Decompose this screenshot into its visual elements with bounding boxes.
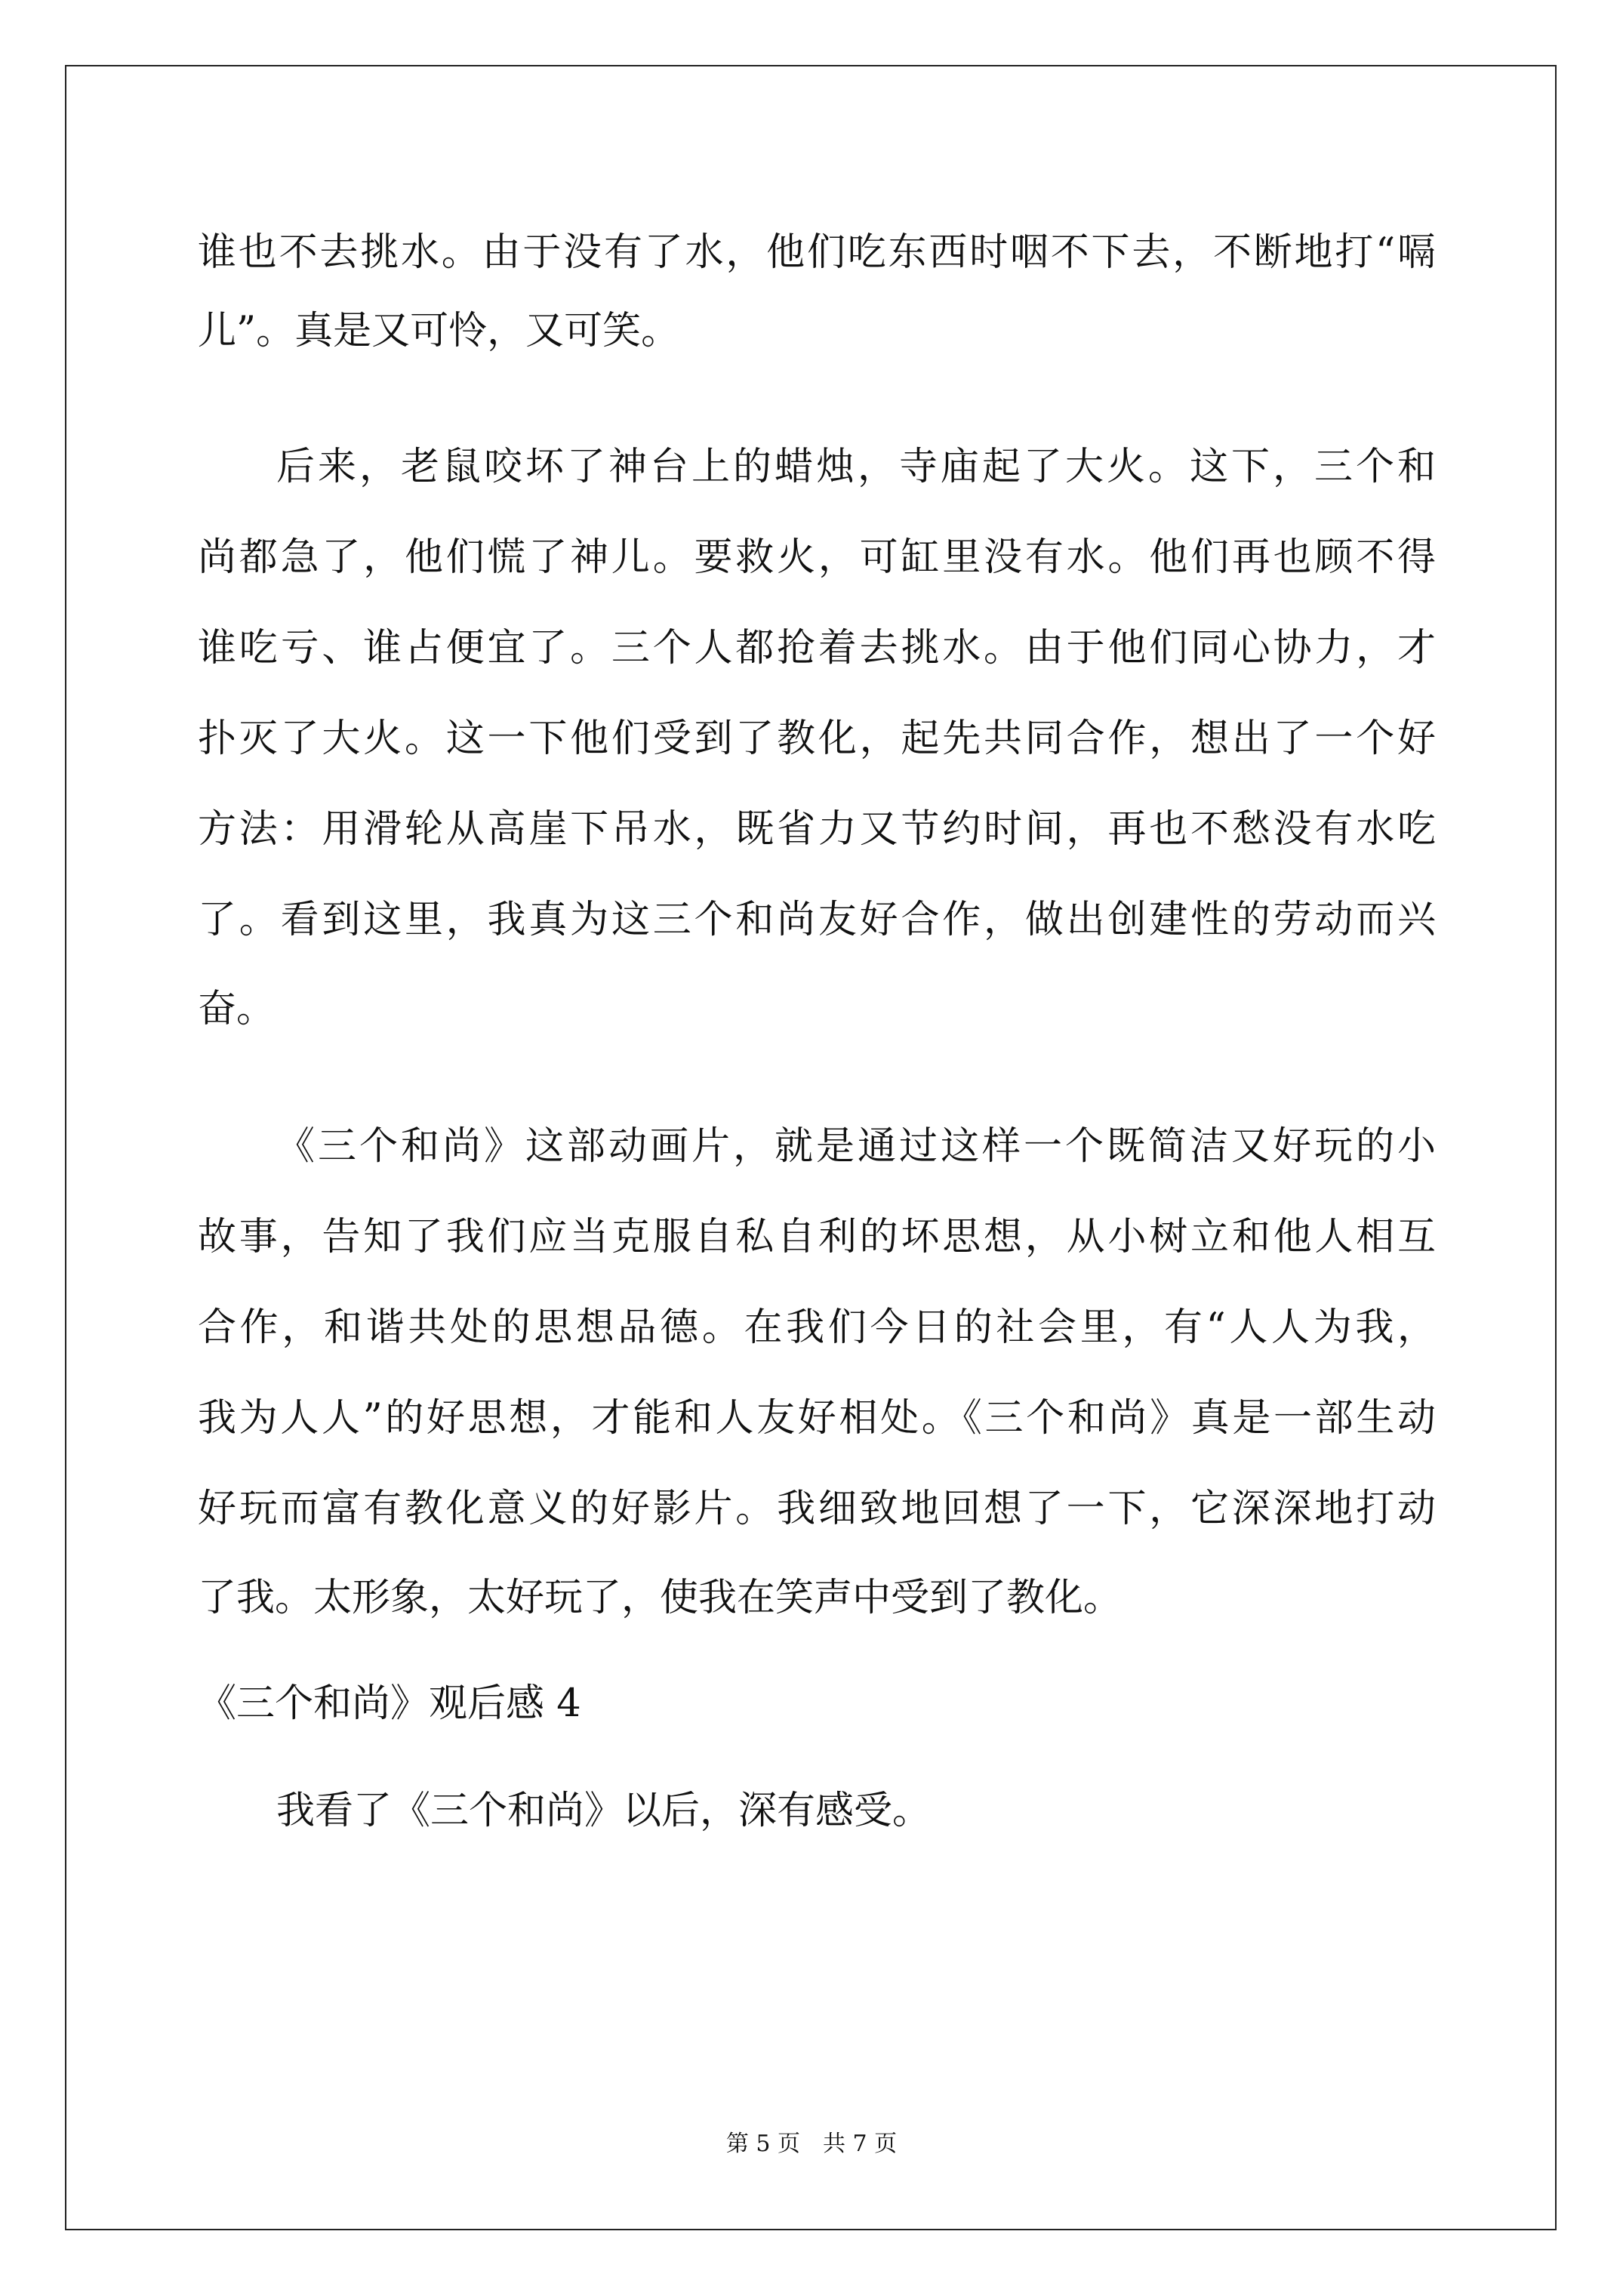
paragraph-1-line-1: 谁也不去挑水。由于没有了水，他们吃东西时咽不下去，不断地打“嗝 (198, 230, 1436, 275)
paragraph-1-line-2: 儿”。真是又可怜，又可笑。 (198, 309, 680, 353)
intro-line: 我看了《三个和尚》以后，深有感受。 (276, 1789, 932, 1833)
paragraph-3-line-1: 《三个和尚》这部动画片，就是通过这样一个既简洁又好玩的小 (276, 1124, 1436, 1169)
paragraph-3-line-3: 合作，和谐共处的思想品德。在我们今日的社会里，有“人人为我， (198, 1305, 1436, 1350)
paragraph-2-line-7: 奋。 (198, 987, 276, 1031)
paragraph-2-line-6: 了。看到这里，我真为这三个和尚友好合作，做出创建性的劳动而兴 (198, 898, 1436, 942)
paragraph-2-line-1: 后来，老鼠咬坏了神台上的蜡烛，寺庙起了大火。这下，三个和 (276, 445, 1436, 489)
paragraph-2-line-2: 尚都急了，他们慌了神儿。要救火，可缸里没有水。他们再也顾不得 (198, 535, 1436, 580)
page-footer: 第 5 页 共 7 页 (725, 2131, 898, 2157)
paragraph-3-line-6: 了我。太形象，太好玩了，使我在笑声中受到了教化。 (198, 1576, 1123, 1620)
paragraph-2-line-3: 谁吃亏、谁占便宜了。三个人都抢着去挑水。由于他们同心协力，才 (198, 626, 1436, 670)
paragraph-3-line-5: 好玩而富有教化意义的好影片。我细致地回想了一下，它深深地打动 (198, 1487, 1436, 1531)
paragraph-2-line-5: 方法：用滑轮从高崖下吊水，既省力又节约时间，再也不愁没有水吃 (198, 807, 1436, 852)
paragraph-3-line-4: 我为人人”的好思想，才能和人友好相处。《三个和尚》真是一部生动 (198, 1396, 1436, 1441)
section-heading: 《三个和尚》观后感 4 (198, 1681, 581, 1726)
paragraph-3-line-2: 故事，告知了我们应当克服自私自利的坏思想，从小树立和他人相互 (198, 1215, 1436, 1259)
paragraph-2-line-4: 扑灭了大火。这一下他们受到了教化，起先共同合作，想出了一个好 (198, 717, 1436, 761)
